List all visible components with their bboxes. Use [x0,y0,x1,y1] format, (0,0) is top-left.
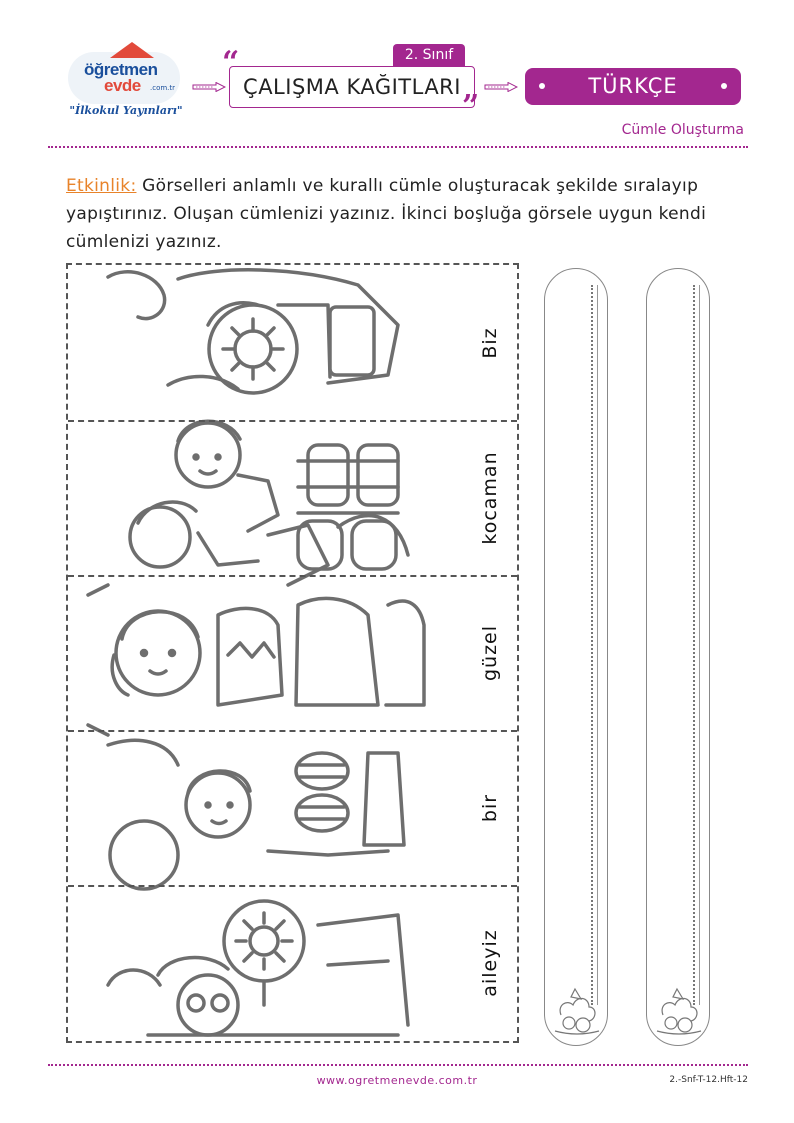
sentence-writing-strip-2[interactable] [646,268,710,1046]
house-roof-icon [110,42,154,58]
logo-wordmark-bottom: evde [104,76,141,95]
doodle-icon [551,985,603,1037]
cut-line [68,420,517,422]
strip-word-1: Biz [479,327,501,359]
dotted-guideline [693,285,695,1005]
subject-pill [525,68,741,105]
logo-wordmark-top: öğretmen [84,60,158,79]
sentence-writing-strip-1[interactable] [544,268,608,1046]
doodle-icon [653,985,705,1037]
dotted-guideline [591,285,593,1005]
activity-text: Görselleri anlamlı ve kurallı cümle oluşturacak şekilde sıralayıp yapıştırınız. Oluşan cümlenizi yazınız. İkinci boşluğa görsele uygun kendi cümlenizi yazınız. [66,176,707,252]
activity-instruction [66,172,734,256]
cut-line [68,730,517,732]
footer-page-code: 2.-Snf-T-12.Hft-12 [669,1075,748,1085]
arrow-right-icon [484,82,518,92]
base-line [699,285,700,1005]
footer-website-link[interactable]: www.ogretmenevde.com.tr [316,1074,478,1087]
logo-tagline: "İlkokul Yayınları" [69,104,183,117]
strip-word-3: güzel [479,624,501,682]
arrow-right-icon [192,82,226,92]
publisher-logo [64,40,192,132]
subject-label: TÜRKÇE [588,74,678,98]
title-box [229,66,475,108]
cut-line [68,885,517,887]
footer-divider [48,1064,748,1066]
header-divider [48,146,748,148]
cut-line [68,575,517,577]
close-quote-mark: ” [462,89,480,124]
strip-word-2: kocaman [479,451,501,545]
open-quote-mark: “ [222,45,240,80]
bullet-dot-icon [721,83,727,89]
cut-out-strips [66,263,519,1043]
page-title: ÇALIŞMA KAĞITLARI [243,75,461,99]
strip-word-4: bir [479,793,501,823]
grade-tab: 2. Sınıf [393,44,465,66]
strip-word-5: aileyiz [479,929,501,997]
topic-label: Cümle Oluşturma [621,122,744,138]
logo-domain: .com.tr [150,84,176,92]
activity-label: Etkinlik: [66,176,137,196]
family-illustration [68,265,517,1041]
base-line [597,285,598,1005]
